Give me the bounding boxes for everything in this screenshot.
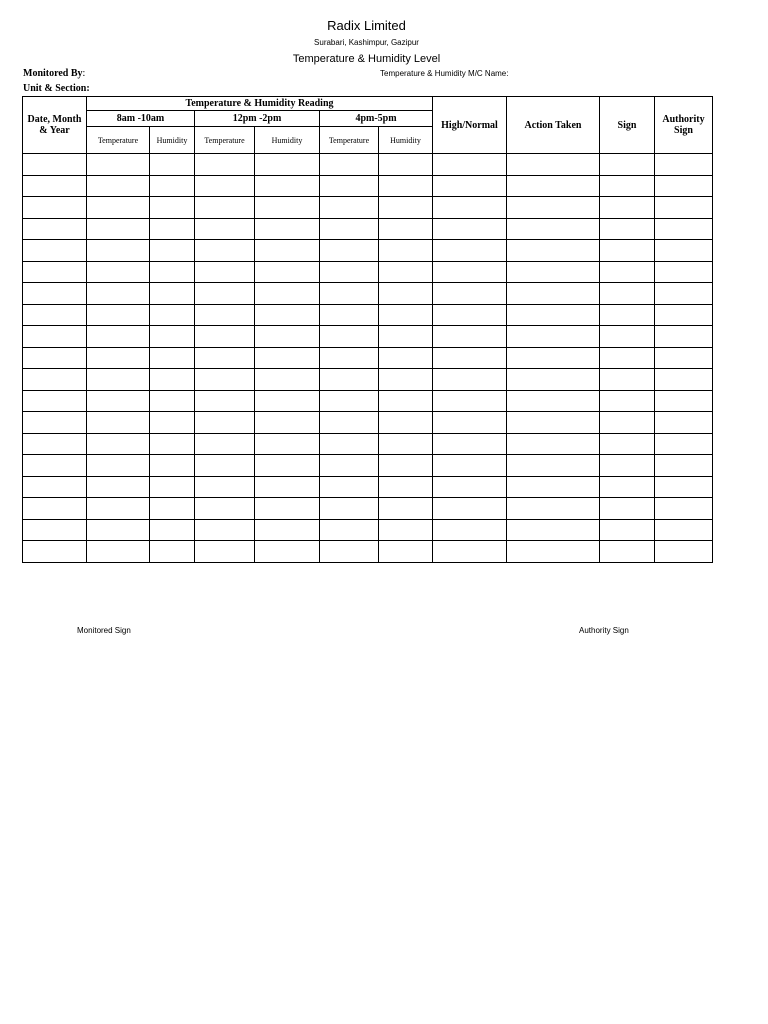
table-cell[interactable] <box>255 390 320 412</box>
table-row <box>23 541 713 563</box>
slot-header-afternoon: 4pm-5pm <box>320 111 433 127</box>
table-cell[interactable] <box>320 369 379 391</box>
table-cell[interactable] <box>195 240 255 262</box>
table-cell[interactable] <box>195 283 255 305</box>
document-title: Temperature & Humidity Level <box>292 53 441 65</box>
table-cell[interactable] <box>600 476 655 498</box>
table-cell[interactable] <box>23 218 87 240</box>
table-cell[interactable] <box>379 455 433 477</box>
table-cell[interactable] <box>433 390 507 412</box>
table-cell[interactable] <box>379 347 433 369</box>
table-cell[interactable] <box>195 218 255 240</box>
table-cell[interactable] <box>507 433 600 455</box>
table-row <box>23 197 713 219</box>
table-cell[interactable] <box>255 218 320 240</box>
table-cell[interactable] <box>433 347 507 369</box>
table-cell[interactable] <box>655 433 713 455</box>
table-cell[interactable] <box>23 369 87 391</box>
table-cell[interactable] <box>87 304 150 326</box>
table-cell[interactable] <box>507 240 600 262</box>
table-cell[interactable] <box>195 175 255 197</box>
table-cell[interactable] <box>320 197 379 219</box>
table-cell[interactable] <box>600 519 655 541</box>
table-cell[interactable] <box>150 476 195 498</box>
table-cell[interactable] <box>255 326 320 348</box>
table-cell[interactable] <box>23 541 87 563</box>
table-cell[interactable] <box>23 412 87 434</box>
table-cell[interactable] <box>320 476 379 498</box>
table-cell[interactable] <box>433 197 507 219</box>
table-cell[interactable] <box>23 261 87 283</box>
temperature-subheader: Temperature <box>320 127 379 154</box>
table-cell[interactable] <box>600 283 655 305</box>
table-cell[interactable] <box>655 369 713 391</box>
table-cell[interactable] <box>150 218 195 240</box>
table-cell[interactable] <box>507 304 600 326</box>
table-cell[interactable] <box>150 455 195 477</box>
machine-name-label: Temperature & Humidity M/C Name: <box>380 69 509 78</box>
table-cell[interactable] <box>379 218 433 240</box>
table-cell[interactable] <box>23 283 87 305</box>
table-cell[interactable] <box>600 498 655 520</box>
table-cell[interactable] <box>255 283 320 305</box>
table-cell[interactable] <box>433 154 507 176</box>
table-cell[interactable] <box>655 304 713 326</box>
table-cell[interactable] <box>195 476 255 498</box>
table-row <box>23 433 713 455</box>
table-cell[interactable] <box>87 455 150 477</box>
table-cell[interactable] <box>600 347 655 369</box>
table-cell[interactable] <box>379 541 433 563</box>
table-cell[interactable] <box>379 433 433 455</box>
table-cell[interactable] <box>150 519 195 541</box>
table-row <box>23 455 713 477</box>
table-cell[interactable] <box>320 304 379 326</box>
reading-group-header: Temperature & Humidity Reading <box>87 97 433 111</box>
table-cell[interactable] <box>23 326 87 348</box>
table-cell[interactable] <box>255 541 320 563</box>
table-cell[interactable] <box>600 541 655 563</box>
table-cell[interactable] <box>600 412 655 434</box>
table-row <box>23 326 713 348</box>
table-cell[interactable] <box>433 476 507 498</box>
table-cell[interactable] <box>379 326 433 348</box>
table-cell[interactable] <box>195 154 255 176</box>
table-cell[interactable] <box>507 154 600 176</box>
table-cell[interactable] <box>195 433 255 455</box>
table-cell[interactable] <box>150 347 195 369</box>
table-cell[interactable] <box>87 519 150 541</box>
table-cell[interactable] <box>255 455 320 477</box>
table-cell[interactable] <box>150 498 195 520</box>
table-cell[interactable] <box>433 175 507 197</box>
table-cell[interactable] <box>195 455 255 477</box>
table-cell[interactable] <box>600 326 655 348</box>
table-cell[interactable] <box>87 175 150 197</box>
table-row <box>23 154 713 176</box>
table-cell[interactable] <box>655 476 713 498</box>
table-row <box>23 218 713 240</box>
table-cell[interactable] <box>600 390 655 412</box>
table-cell[interactable] <box>255 304 320 326</box>
table-cell[interactable] <box>379 240 433 262</box>
table-cell[interactable] <box>507 519 600 541</box>
table-row <box>23 390 713 412</box>
table-cell[interactable] <box>433 455 507 477</box>
table-cell[interactable] <box>655 261 713 283</box>
company-address: Surabari, Kashimpur, Gazipur <box>314 38 419 47</box>
table-cell[interactable] <box>655 412 713 434</box>
table-cell[interactable] <box>655 326 713 348</box>
table-row <box>23 412 713 434</box>
table-cell[interactable] <box>255 347 320 369</box>
table-cell[interactable] <box>195 541 255 563</box>
table-cell[interactable] <box>195 197 255 219</box>
table-cell[interactable] <box>507 347 600 369</box>
table-cell[interactable] <box>255 476 320 498</box>
table-cell[interactable] <box>655 541 713 563</box>
table-cell[interactable] <box>320 541 379 563</box>
table-cell[interactable] <box>195 498 255 520</box>
temperature-subheader: Temperature <box>195 127 255 154</box>
slot-header-morning: 8am -10am <box>87 111 195 127</box>
table-cell[interactable] <box>379 283 433 305</box>
table-cell[interactable] <box>23 175 87 197</box>
table-cell[interactable] <box>507 498 600 520</box>
table-cell[interactable] <box>23 498 87 520</box>
table-cell[interactable] <box>255 175 320 197</box>
table-cell[interactable] <box>379 498 433 520</box>
table-cell[interactable] <box>150 412 195 434</box>
table-row <box>23 304 713 326</box>
monitored-by-colon: : <box>82 68 86 79</box>
table-cell[interactable] <box>87 390 150 412</box>
unit-section-label: Unit & Section: <box>23 83 90 94</box>
table-cell[interactable] <box>23 240 87 262</box>
table-cell[interactable] <box>87 347 150 369</box>
table-cell[interactable] <box>255 519 320 541</box>
table-cell[interactable] <box>255 154 320 176</box>
table-cell[interactable] <box>600 175 655 197</box>
table-row <box>23 347 713 369</box>
table-cell[interactable] <box>507 261 600 283</box>
table-cell[interactable] <box>87 326 150 348</box>
monitored-sign-label: Monitored Sign <box>77 626 131 635</box>
table-cell[interactable] <box>320 283 379 305</box>
table-cell[interactable] <box>379 154 433 176</box>
table-cell[interactable] <box>150 261 195 283</box>
table-cell[interactable] <box>655 175 713 197</box>
table-cell[interactable] <box>379 412 433 434</box>
table-cell[interactable] <box>600 240 655 262</box>
table-row <box>23 369 713 391</box>
table-row <box>23 175 713 197</box>
table-cell[interactable] <box>87 197 150 219</box>
table-cell[interactable] <box>23 347 87 369</box>
table-cell[interactable] <box>195 304 255 326</box>
table-cell[interactable] <box>87 369 150 391</box>
table-cell[interactable] <box>433 326 507 348</box>
table-cell[interactable] <box>379 369 433 391</box>
table-cell[interactable] <box>433 412 507 434</box>
table-cell[interactable] <box>379 304 433 326</box>
table-cell[interactable] <box>150 369 195 391</box>
table-cell[interactable] <box>655 455 713 477</box>
table-cell[interactable] <box>255 412 320 434</box>
table-cell[interactable] <box>507 175 600 197</box>
table-cell[interactable] <box>195 369 255 391</box>
table-cell[interactable] <box>320 498 379 520</box>
humidity-subheader: Humidity <box>255 127 320 154</box>
table-cell[interactable] <box>255 261 320 283</box>
table-cell[interactable] <box>600 197 655 219</box>
table-cell[interactable] <box>23 519 87 541</box>
table-cell[interactable] <box>255 197 320 219</box>
table-cell[interactable] <box>507 390 600 412</box>
table-cell[interactable] <box>87 218 150 240</box>
sign-header: Sign <box>600 97 655 154</box>
slot-header-noon: 12pm -2pm <box>195 111 320 127</box>
company-name: Radix Limited <box>327 18 406 33</box>
temperature-humidity-table <box>22 96 713 563</box>
authority-sign-label: Authority Sign <box>579 626 629 635</box>
table-cell[interactable] <box>320 455 379 477</box>
table-cell[interactable] <box>379 261 433 283</box>
table-cell[interactable] <box>320 412 379 434</box>
table-cell[interactable] <box>23 197 87 219</box>
action-taken-header: Action Taken <box>507 97 600 154</box>
table-row <box>23 476 713 498</box>
table-cell[interactable] <box>23 476 87 498</box>
table-cell[interactable] <box>655 519 713 541</box>
table-cell[interactable] <box>195 326 255 348</box>
table-cell[interactable] <box>150 390 195 412</box>
temperature-subheader: Temperature <box>87 127 150 154</box>
table-cell[interactable] <box>23 304 87 326</box>
humidity-subheader: Humidity <box>379 127 433 154</box>
table-cell[interactable] <box>23 390 87 412</box>
table-cell[interactable] <box>87 412 150 434</box>
table-cell[interactable] <box>87 283 150 305</box>
table-cell[interactable] <box>600 304 655 326</box>
table-cell[interactable] <box>379 519 433 541</box>
table-cell[interactable] <box>320 218 379 240</box>
table-cell[interactable] <box>507 455 600 477</box>
table-cell[interactable] <box>655 218 713 240</box>
table-cell[interactable] <box>150 283 195 305</box>
table-cell[interactable] <box>433 283 507 305</box>
authority-sign-header: Authority Sign <box>655 97 713 154</box>
table-cell[interactable] <box>655 283 713 305</box>
table-cell[interactable] <box>195 347 255 369</box>
table-cell[interactable] <box>320 390 379 412</box>
table-cell[interactable] <box>320 261 379 283</box>
table-cell[interactable] <box>87 476 150 498</box>
table-cell[interactable] <box>320 240 379 262</box>
table-row <box>23 519 713 541</box>
table-cell[interactable] <box>507 541 600 563</box>
table-cell[interactable] <box>255 433 320 455</box>
table-cell[interactable] <box>655 197 713 219</box>
table-cell[interactable] <box>433 541 507 563</box>
table-cell[interactable] <box>507 476 600 498</box>
table-cell[interactable] <box>433 498 507 520</box>
high-normal-header: High/Normal <box>433 97 507 154</box>
table-cell[interactable] <box>150 433 195 455</box>
table-cell[interactable] <box>320 433 379 455</box>
table-cell[interactable] <box>320 519 379 541</box>
table-cell[interactable] <box>87 261 150 283</box>
table-row <box>23 261 713 283</box>
table-cell[interactable] <box>433 304 507 326</box>
table-cell[interactable] <box>150 541 195 563</box>
table-cell[interactable] <box>320 175 379 197</box>
table-cell[interactable] <box>87 240 150 262</box>
table-cell[interactable] <box>655 240 713 262</box>
table-cell[interactable] <box>379 390 433 412</box>
table-cell[interactable] <box>507 283 600 305</box>
table-cell[interactable] <box>433 261 507 283</box>
table-cell[interactable] <box>150 197 195 219</box>
monitored-by-field <box>23 68 85 79</box>
table-cell[interactable] <box>507 369 600 391</box>
table-cell[interactable] <box>320 347 379 369</box>
monitored-by-label: Monitored By <box>23 68 83 79</box>
table-cell[interactable] <box>600 433 655 455</box>
table-cell[interactable] <box>507 326 600 348</box>
table-cell[interactable] <box>600 154 655 176</box>
table-cell[interactable] <box>433 519 507 541</box>
table-cell[interactable] <box>433 369 507 391</box>
table-cell[interactable] <box>379 175 433 197</box>
table-cell[interactable] <box>255 498 320 520</box>
table-cell[interactable] <box>195 390 255 412</box>
table-cell[interactable] <box>433 240 507 262</box>
table-cell[interactable] <box>195 412 255 434</box>
table-cell[interactable] <box>507 412 600 434</box>
table-cell[interactable] <box>600 218 655 240</box>
table-cell[interactable] <box>23 154 87 176</box>
table-cell[interactable] <box>195 519 255 541</box>
humidity-subheader: Humidity <box>150 127 195 154</box>
table-row <box>23 283 713 305</box>
table-cell[interactable] <box>87 541 150 563</box>
table-cell[interactable] <box>320 326 379 348</box>
table-body <box>23 154 713 563</box>
table-cell[interactable] <box>433 433 507 455</box>
table-cell[interactable] <box>23 433 87 455</box>
table-cell[interactable] <box>87 498 150 520</box>
table-cell[interactable] <box>87 154 150 176</box>
table-cell[interactable] <box>255 369 320 391</box>
table-cell[interactable] <box>150 240 195 262</box>
table-cell[interactable] <box>23 455 87 477</box>
table-cell[interactable] <box>600 369 655 391</box>
table-cell[interactable] <box>379 197 433 219</box>
table-cell[interactable] <box>320 154 379 176</box>
date-header: Date, Month & Year <box>23 97 87 154</box>
table-cell[interactable] <box>655 154 713 176</box>
table-cell[interactable] <box>150 175 195 197</box>
table-cell[interactable] <box>600 261 655 283</box>
table-cell[interactable] <box>655 498 713 520</box>
table-cell[interactable] <box>195 261 255 283</box>
table-cell[interactable] <box>87 433 150 455</box>
table-cell[interactable] <box>379 476 433 498</box>
table-cell[interactable] <box>433 218 507 240</box>
table-cell[interactable] <box>255 240 320 262</box>
table-cell[interactable] <box>655 390 713 412</box>
table-cell[interactable] <box>150 154 195 176</box>
table-cell[interactable] <box>150 304 195 326</box>
table-cell[interactable] <box>507 218 600 240</box>
table-cell[interactable] <box>507 197 600 219</box>
table-row <box>23 240 713 262</box>
table-cell[interactable] <box>150 326 195 348</box>
table-cell[interactable] <box>655 347 713 369</box>
table-cell[interactable] <box>600 455 655 477</box>
table-row <box>23 498 713 520</box>
